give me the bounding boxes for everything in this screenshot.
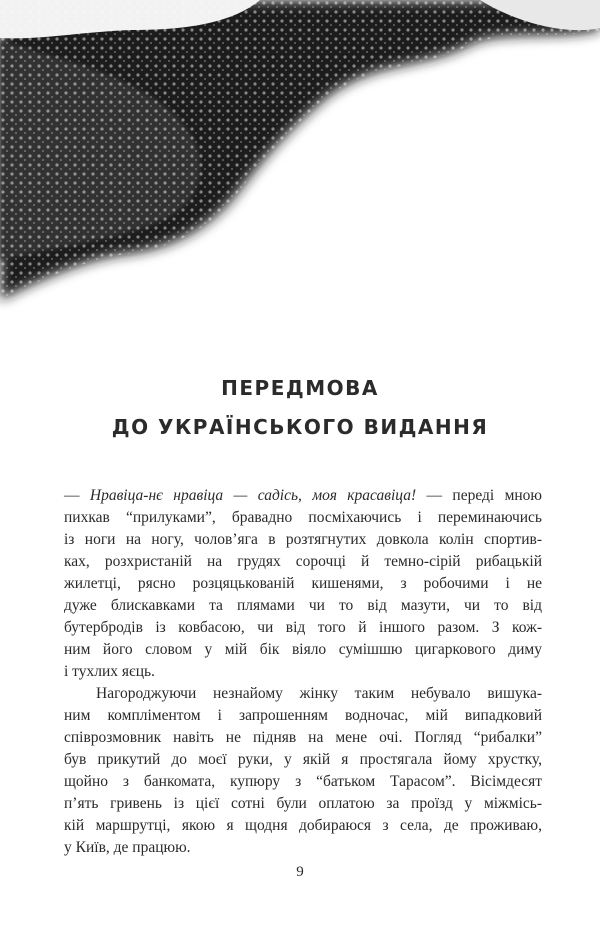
text-line: ним його словом у мій бік віяло сумішшю цигаркового диму bbox=[64, 641, 542, 658]
dash: — bbox=[64, 487, 90, 504]
page-number: 9 bbox=[296, 864, 304, 880]
text-line: і тухлих яєць. bbox=[64, 663, 155, 680]
text-line: пихкав “прилуками”, бравадно посміхаючись і переминаючись bbox=[64, 509, 542, 526]
chapter-title-line-1: ПЕРЕДМОВА bbox=[221, 376, 379, 400]
chapter-title-line-2: ДО УКРАЇНСЬКОГО ВИДАННЯ bbox=[111, 415, 489, 439]
italic-quote: Нравіца-нє нравіца — садісь, моя красавіца! bbox=[89, 487, 417, 504]
text-fragment: — переді мною bbox=[416, 487, 542, 504]
text-line: щойно з банкомата, купюру з “батьком Тарасом”. Вісімдесят bbox=[64, 773, 542, 790]
text-line: був прикутий до моєї руки, у якій я простягала йому хрустку, bbox=[64, 751, 542, 768]
text-line: ках, розхристаній на грудях сорочці й темно-сірій рибацькій bbox=[64, 553, 542, 570]
text-line: у Київ, де працюю. bbox=[64, 839, 191, 856]
text-line bbox=[64, 485, 542, 507]
text-line: дуже блискавками та плямами чи то від мазути, чи то від bbox=[64, 597, 542, 614]
text-line: Нагороджуючи незнайому жінку таким небувало вишука- bbox=[96, 685, 542, 702]
text-line: бутербродів із ковбасою, чи від того й іншого разом. З кож- bbox=[64, 619, 542, 636]
text-line: співрозмовник навіть не підняв на мене очі. Погляд “рибалки” bbox=[64, 729, 542, 746]
text-line: кій маршрутці, якою я щодня добираюся з села, де проживаю, bbox=[64, 817, 542, 834]
text-line: із ноги на ногу, чолов’яга в розтягнутих довкола колін спортив- bbox=[64, 531, 542, 548]
body-text bbox=[64, 485, 542, 859]
text-line: жилетці, рясно розцяцькованій кишенями, з робочими і не bbox=[64, 575, 542, 592]
lace-illustration bbox=[0, 0, 600, 310]
text-line: п’ять гривень із цієї сотні були оплатою за проїзд у міжмісь- bbox=[64, 795, 542, 812]
text-line: ним компліментом і запрошенням водночас, мій випадковий bbox=[64, 707, 542, 724]
